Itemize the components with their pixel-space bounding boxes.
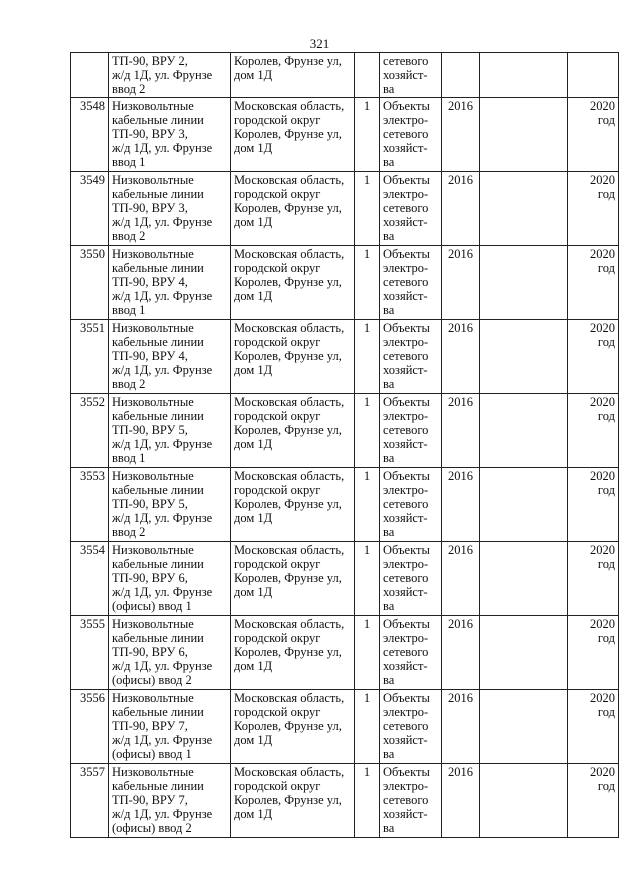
cell-year: 2016 <box>442 689 480 763</box>
cell-object-name: Низковольтные кабельные линии ТП-90, ВРУ 4, ж/д 1Д, ул. Фрунзе ввод 2 <box>109 319 231 393</box>
cell-object-name: Низковольтные кабельные линии ТП-90, ВРУ 3, ж/д 1Д, ул. Фрунзе ввод 1 <box>109 97 231 171</box>
cell-number: 3552 <box>71 393 109 467</box>
cell-year: 2016 <box>442 763 480 837</box>
cell-number: 3549 <box>71 171 109 245</box>
cell-quantity: 1 <box>355 245 380 319</box>
cell-term: 2020 год <box>568 763 619 837</box>
cell-term: 2020 год <box>568 467 619 541</box>
cell-address: Королев, Фрунзе ул, дом 1Д <box>231 53 355 98</box>
table-row <box>71 171 619 245</box>
cell-quantity: 1 <box>355 541 380 615</box>
cell-term: 2020 год <box>568 393 619 467</box>
cell-number: 3548 <box>71 97 109 171</box>
table-row <box>71 245 619 319</box>
cell-term: 2020 год <box>568 245 619 319</box>
cell-term: 2020 год <box>568 689 619 763</box>
cell-blank <box>480 171 568 245</box>
cell-number: 3550 <box>71 245 109 319</box>
cell-term: 2020 год <box>568 615 619 689</box>
cell-quantity: 1 <box>355 689 380 763</box>
cell-object-name: Низковольтные кабельные линии ТП-90, ВРУ 5, ж/д 1Д, ул. Фрунзе ввод 1 <box>109 393 231 467</box>
cell-category: Объекты электро- сетевого хозяйст- ва <box>380 763 442 837</box>
cell-object-name: Низковольтные кабельные линии ТП-90, ВРУ 3, ж/д 1Д, ул. Фрунзе ввод 2 <box>109 171 231 245</box>
cell-category: Объекты электро- сетевого хозяйст- ва <box>380 467 442 541</box>
cell-term: 2020 год <box>568 171 619 245</box>
cell-address: Московская область, городской округ Королев, Фрунзе ул, дом 1Д <box>231 689 355 763</box>
cell-category: Объекты электро- сетевого хозяйст- ва <box>380 541 442 615</box>
cell-number: 3555 <box>71 615 109 689</box>
cell-blank <box>480 393 568 467</box>
cell-quantity: 1 <box>355 171 380 245</box>
cell-object-name: Низковольтные кабельные линии ТП-90, ВРУ 5, ж/д 1Д, ул. Фрунзе ввод 2 <box>109 467 231 541</box>
cell-blank <box>480 541 568 615</box>
cell-blank <box>480 97 568 171</box>
cell-year: 2016 <box>442 615 480 689</box>
cell-address: Московская область, городской округ Королев, Фрунзе ул, дом 1Д <box>231 541 355 615</box>
cell-category: Объекты электро- сетевого хозяйст- ва <box>380 319 442 393</box>
table-row <box>71 763 619 837</box>
cell-category: Объекты электро- сетевого хозяйст- ва <box>380 171 442 245</box>
cell-blank <box>480 615 568 689</box>
cell-blank <box>480 53 568 98</box>
cell-blank <box>480 245 568 319</box>
table-row <box>71 615 619 689</box>
cell-term <box>568 53 619 98</box>
table-body <box>71 53 619 838</box>
cell-year: 2016 <box>442 97 480 171</box>
cell-year: 2016 <box>442 393 480 467</box>
cell-year: 2016 <box>442 319 480 393</box>
cell-quantity: 1 <box>355 763 380 837</box>
table-row-continued <box>71 53 619 98</box>
cell-quantity: 1 <box>355 467 380 541</box>
cell-number: 3554 <box>71 541 109 615</box>
cell-address: Московская область, городской округ Королев, Фрунзе ул, дом 1Д <box>231 319 355 393</box>
cell-quantity: 1 <box>355 615 380 689</box>
property-register-table <box>70 52 619 838</box>
cell-object-name: Низковольтные кабельные линии ТП-90, ВРУ 6, ж/д 1Д, ул. Фрунзе (офисы) ввод 1 <box>109 541 231 615</box>
table-row <box>71 689 619 763</box>
cell-term: 2020 год <box>568 541 619 615</box>
cell-address: Московская область, городской округ Королев, Фрунзе ул, дом 1Д <box>231 245 355 319</box>
cell-object-name: Низковольтные кабельные линии ТП-90, ВРУ 4, ж/д 1Д, ул. Фрунзе ввод 1 <box>109 245 231 319</box>
cell-year: 2016 <box>442 467 480 541</box>
cell-object-name: Низковольтные кабельные линии ТП-90, ВРУ 7, ж/д 1Д, ул. Фрунзе (офисы) ввод 1 <box>109 689 231 763</box>
cell-blank <box>480 689 568 763</box>
cell-quantity: 1 <box>355 97 380 171</box>
cell-address: Московская область, городской округ Королев, Фрунзе ул, дом 1Д <box>231 615 355 689</box>
cell-category: Объекты электро- сетевого хозяйст- ва <box>380 615 442 689</box>
cell-object-name: Низковольтные кабельные линии ТП-90, ВРУ 7, ж/д 1Д, ул. Фрунзе (офисы) ввод 2 <box>109 763 231 837</box>
cell-address: Московская область, городской округ Королев, Фрунзе ул, дом 1Д <box>231 467 355 541</box>
cell-quantity: 1 <box>355 393 380 467</box>
table-row <box>71 541 619 615</box>
cell-year <box>442 53 480 98</box>
cell-blank <box>480 467 568 541</box>
cell-quantity <box>355 53 380 98</box>
cell-blank <box>480 763 568 837</box>
cell-number: 3551 <box>71 319 109 393</box>
cell-number: 3557 <box>71 763 109 837</box>
cell-category: сетевого хозяйст- ва <box>380 53 442 98</box>
cell-category: Объекты электро- сетевого хозяйст- ва <box>380 97 442 171</box>
cell-object-name: ТП-90, ВРУ 2, ж/д 1Д, ул. Фрунзе ввод 2 <box>109 53 231 98</box>
cell-category: Объекты электро- сетевого хозяйст- ва <box>380 393 442 467</box>
cell-number: 3553 <box>71 467 109 541</box>
page-number: 321 <box>309 36 330 51</box>
cell-category: Объекты электро- сетевого хозяйст- ва <box>380 689 442 763</box>
cell-number <box>71 53 109 98</box>
table-row <box>71 97 619 171</box>
cell-year: 2016 <box>442 171 480 245</box>
table-row <box>71 319 619 393</box>
cell-address: Московская область, городской округ Королев, Фрунзе ул, дом 1Д <box>231 171 355 245</box>
cell-year: 2016 <box>442 541 480 615</box>
cell-year: 2016 <box>442 245 480 319</box>
cell-address: Московская область, городской округ Королев, Фрунзе ул, дом 1Д <box>231 763 355 837</box>
cell-address: Московская область, городской округ Королев, Фрунзе ул, дом 1Д <box>231 393 355 467</box>
cell-term: 2020 год <box>568 319 619 393</box>
cell-term: 2020 год <box>568 97 619 171</box>
cell-number: 3556 <box>71 689 109 763</box>
table-row <box>71 393 619 467</box>
cell-address: Московская область, городской округ Королев, Фрунзе ул, дом 1Д <box>231 97 355 171</box>
cell-category: Объекты электро- сетевого хозяйст- ва <box>380 245 442 319</box>
table-row <box>71 467 619 541</box>
cell-blank <box>480 319 568 393</box>
cell-quantity: 1 <box>355 319 380 393</box>
cell-object-name: Низковольтные кабельные линии ТП-90, ВРУ 6, ж/д 1Д, ул. Фрунзе (офисы) ввод 2 <box>109 615 231 689</box>
